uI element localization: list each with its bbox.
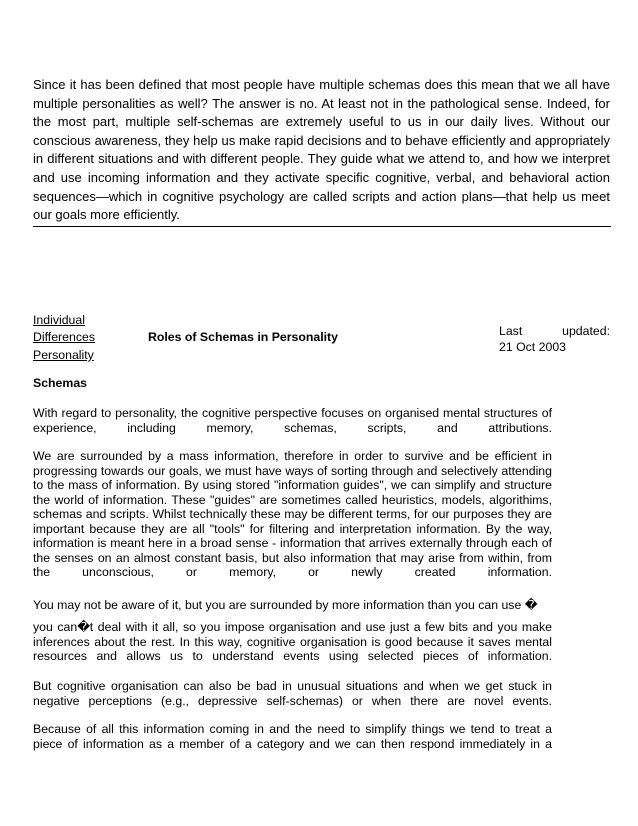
paragraph-3-continued: you can�t deal with it all, so you impose organisation and use just a few bits and you make inferences about the rest. In this way, cognitive organisation is good because it saves mental resources and allows us to understand events using selected pieces of information. [33,620,552,664]
last-updated [499,323,610,355]
paragraph-1: With regard to personality, the cognitive perspective focuses on organised mental structures of experience, including memory, schemas, scripts, and attributions. [33,406,552,435]
last-updated-label-b: updated: [562,324,610,338]
intro-paragraph: Since it has been defined that most people have multiple schemas does this mean that we all have multiple personalities as well? The answer is no. At least not in the pathological sense. Indeed, for the most part, multiple self-schemas are extremely useful to us in our daily lives. Without our conscious awareness, they help us make rapid decisions and to behave efficiently and appropriately in different situations and with different people. They guide what we attend to, and how we interpret and use incoming information and they activate specific cognitive, verbal, and behavioral action sequences—which in cognitive psychology are called scripts and action plans—that help us meet our goals more efficiently. [33,77,610,223]
paragraph-5: Because of all this information coming in and the need to simplify things we tend to treat a piece of information as a member of a category and we can then respond immediately in a [33,722,552,751]
link-individual-differences[interactable]: Individual Differences [33,313,95,344]
last-updated-label-a: Last [499,324,523,338]
paragraph-4: But cognitive organisation can also be bad in unusual situations and when we get stuck in negative perceptions (e.g., depressive self-schemas) or when there are novel events. [33,679,552,708]
breadcrumb-nav [33,312,99,364]
paragraph-2: We are surrounded by a mass information, therefore in order to survive and be efficient in progressing towards our goals, we must have ways of sorting through and selectively attending to the mass of information. By using stored "information guides", we can simplify and structure the world of information. These "guides" are sometimes called heuristics, models, algorithims, schemas and scripts. Whilst technically these may be different terms, for our purposes they are important because they are all "tools" for filtering and interpretation information. By the way, information is meant here in a broad sense - information that arrives externally through each of the senses on an almost constant basis, but also information that may arise from within, from the unconscious, or memory, or newly created information. [33,449,552,579]
section-divider [33,226,611,227]
page-title: Roles of Schemas in Personality [148,330,338,344]
section-heading: Schemas [33,376,88,390]
link-personality[interactable]: Personality [33,348,94,362]
paragraph-3-line-1: You may not be aware of it, but you are surrounded by more information than you can use � [33,598,538,612]
last-updated-date: 21 Oct 2003 [499,340,566,354]
